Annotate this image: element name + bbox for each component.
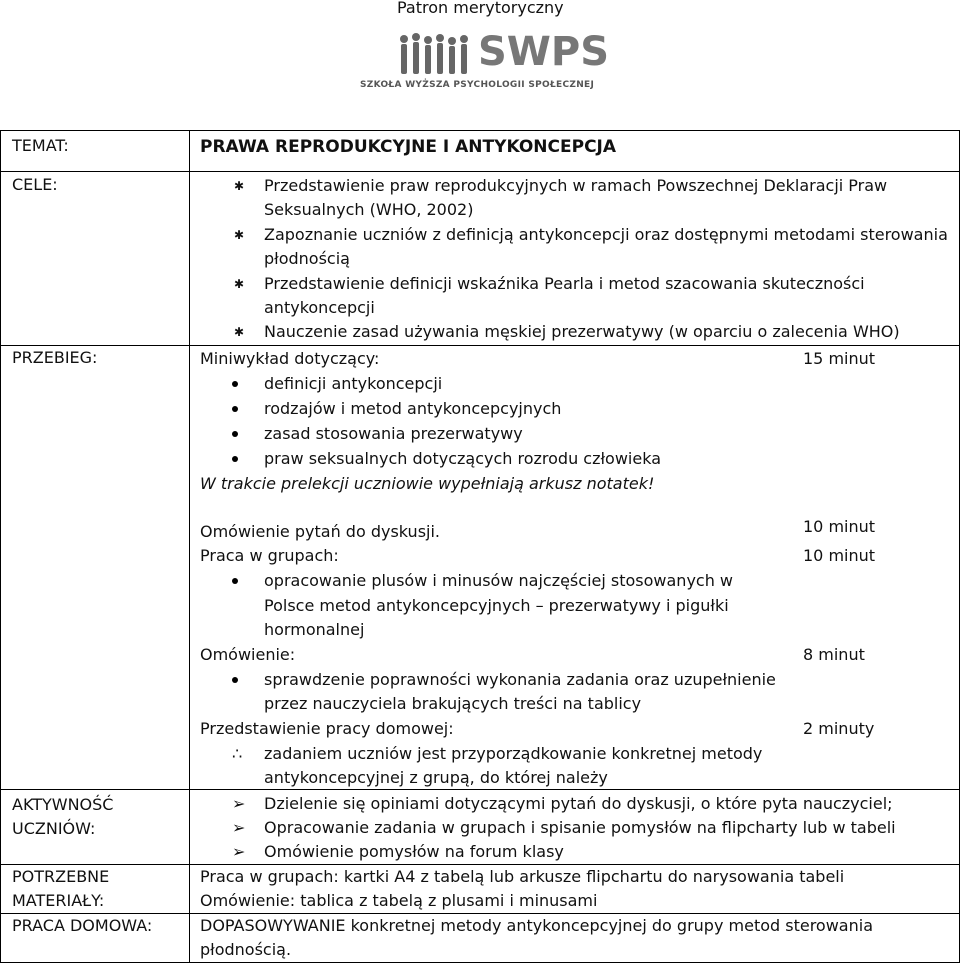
label-materialy-2: MATERIAŁY: (12, 891, 105, 910)
arrow-bullet-icon: ➢ (232, 842, 246, 861)
label-praca-domowa: PRACA DOMOWA: (12, 916, 153, 935)
homework-line-1: DOPASOWYWANIE konkretnej metody antykoncepcyjnej do grupy metod sterowania (200, 916, 873, 935)
bullet-icon (232, 578, 238, 584)
goal-4-line-1: Nauczenie zasad używania męskiej prezerwatywy (w oparciu o zalecenia WHO) (264, 322, 900, 341)
lecture-item-3: zasad stosowania prezerwatywy (264, 424, 523, 443)
goal-1-line-1: Przedstawienie praw reprodukcyjnych w ramach Powszechnej Deklaracji Praw (264, 176, 888, 195)
label-temat: TEMAT: (12, 136, 69, 155)
activity-item-1: Dzielenie się opiniami dotyczącymi pytań do dyskusji, o które pyta nauczyciel; (264, 794, 893, 813)
bullet-icon (232, 431, 238, 437)
review-time: 8 minut (803, 645, 865, 664)
group-work-item-line-3: hormonalnej (264, 620, 365, 639)
goal-2-line-2: płodnością (264, 249, 350, 268)
homework-line-2: płodnością. (200, 940, 292, 959)
label-materialy-1: POTRZEBNE (12, 867, 110, 886)
homework-presentation-time: 2 minuty (803, 719, 875, 738)
activity-item-3: Omówienie pomysłów na forum klasy (264, 842, 564, 861)
people-silhouettes-icon (396, 32, 476, 78)
logo-wordmark: SWPS (478, 29, 610, 75)
goal-3-line-2: antykoncepcji (264, 298, 375, 317)
row-divider-cele (0, 345, 960, 346)
bullet-icon (232, 406, 238, 412)
goal-2-line-1: Zapoznanie uczniów z definicją antykoncepcji oraz dostępnymi metodami sterowania (264, 225, 948, 244)
discussion-title: Omówienie pytań do dyskusji. (200, 522, 441, 541)
group-work-time: 10 minut (803, 546, 876, 565)
label-cele: CELE: (12, 175, 58, 194)
asterisk-icon: ✱ (234, 179, 245, 193)
review-title: Omówienie: (200, 645, 296, 664)
column-divider (189, 130, 190, 963)
lecture-item-1: definicji antykoncepcji (264, 374, 443, 393)
review-item-line-1: sprawdzenie poprawności wykonania zadania oraz uzupełnienie (264, 670, 776, 689)
goal-3-line-1: Przedstawienie definicji wskaźnika Pearla i metod szacowania skuteczności (264, 274, 865, 293)
review-item-line-2: przez nauczyciela brakujących treści na tablicy (264, 694, 642, 713)
row-divider-przebieg (0, 789, 960, 790)
table-border-top (0, 130, 960, 131)
label-przebieg: PRZEBIEG: (12, 348, 98, 367)
lecture-time: 15 minut (803, 349, 876, 368)
label-aktywnosc-1: AKTYWNOŚĆ (12, 795, 114, 814)
lecture-item-2: rodzajów i metod antykoncepcyjnych (264, 399, 562, 418)
goal-1-line-2: Seksualnych (WHO, 2002) (264, 200, 474, 219)
swps-logo (360, 29, 610, 96)
activity-item-2: Opracowanie zadania w grupach i spisanie pomysłów na flipcharty lub w tabeli (264, 818, 896, 837)
group-work-title: Praca w grupach: (200, 546, 339, 565)
bullet-icon (232, 456, 238, 462)
bullet-icon (232, 381, 238, 387)
label-aktywnosc-2: UCZNIÓW: (12, 819, 96, 838)
homework-presentation-item-line-2: antykoncepcyjnej z grupą, do której należy (264, 768, 608, 787)
discussion-time: 10 minut (803, 517, 876, 536)
materials-line-2: Omówienie: tablica z tabelą z plusami i minusami (200, 891, 598, 910)
group-work-item-line-1: opracowanie plusów i minusów najczęściej stosowanych w (264, 571, 734, 590)
group-work-item-line-2: Polsce metod antykoncepcyjnych – prezerwatywy i pigułki (264, 596, 729, 615)
homework-presentation-item-line-1: zadaniem uczniów jest przyporządkowanie konkretnej metody (264, 744, 763, 763)
therefore-icon: ∴ (232, 744, 243, 763)
arrow-bullet-icon: ➢ (232, 818, 246, 837)
arrow-bullet-icon: ➢ (232, 794, 246, 813)
asterisk-icon: ✱ (234, 228, 245, 242)
logo-subtitle: SZKOŁA WYŻSZA PSYCHOLOGII SPOŁECZNEJ (360, 80, 595, 90)
topic-title: PRAWA REPRODUKCYJNE I ANTYKONCEPCJA (200, 137, 617, 157)
homework-presentation-title: Przedstawienie pracy domowej: (200, 719, 454, 738)
asterisk-icon: ✱ (234, 277, 245, 291)
lecture-title: Miniwykład dotyczący: (200, 349, 380, 368)
bullet-icon (232, 677, 238, 683)
table-border-left (0, 130, 1, 963)
lecture-item-4: praw seksualnych dotyczących rozrodu człowieka (264, 449, 661, 468)
materials-line-1: Praca w grupach: kartki A4 z tabelą lub arkusze flipchartu do narysowania tabeli (200, 867, 845, 886)
asterisk-icon: ✱ (234, 325, 245, 339)
row-divider-materialy (0, 913, 960, 914)
lecture-note: W trakcie prelekcji uczniowie wypełniają arkusz notatek! (200, 474, 655, 493)
row-divider-aktywnosc (0, 864, 960, 865)
row-divider-temat (0, 171, 960, 172)
sponsor-label: Patron merytoryczny (397, 0, 564, 17)
